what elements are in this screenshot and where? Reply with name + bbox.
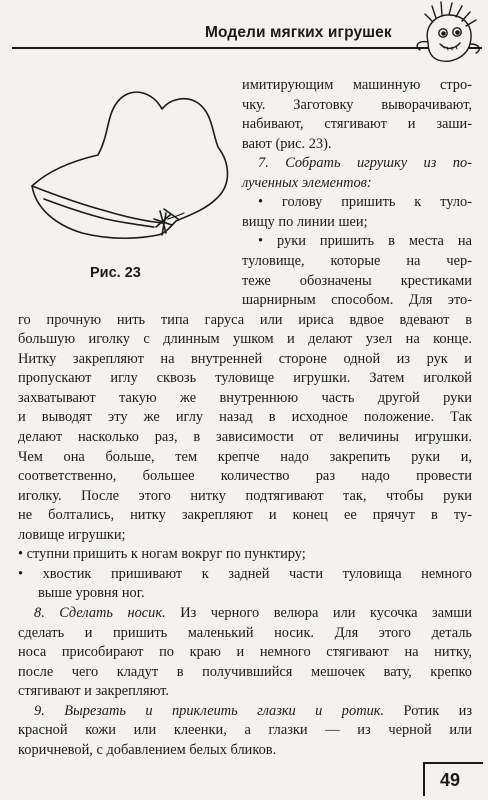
text-line: теже обозначены крестиками — [242, 272, 472, 289]
bullet-item: • ступни пришить к ногам вокруг по пунктиру; — [18, 546, 306, 563]
text-line: захватывают такую же внутреннюю часть другой руки — [18, 389, 472, 406]
bullet-item: • голову пришить к туло- — [258, 194, 472, 211]
text-line: Чем она больше, тем крепче надо закрепить руки и, — [18, 448, 472, 465]
section-heading-7: 7. Собрать игрушку из по- — [258, 155, 472, 172]
text-line: большую иголку с длинным ушком и делают узел на конце. — [18, 331, 472, 348]
text-line: после чего кладут в получившийся мешочек вату, крепко — [18, 663, 472, 680]
pattern-drawing — [20, 75, 242, 273]
text-line: коричневой, с добавлением белых бликов. — [18, 741, 277, 758]
running-header: Модели мягких игрушек — [205, 24, 392, 41]
section-9-first-line: 9. Вырезать и приклеить глазки и ротик. Ротик из — [34, 702, 472, 719]
text-line: не болтались, нитку закрепляют и конец ее прячут в ту- — [18, 507, 472, 524]
text-line: набивают, стягивают и заши- — [242, 116, 472, 133]
text-line: делают насколько раз, в зависимости от величины игрушки. — [18, 429, 472, 445]
text-line: го прочную нить типа гаруса или ириса вдвое вдевают в — [18, 311, 472, 328]
text-line: вищу по линии шеи; — [242, 213, 368, 230]
bullet-item: • руки пришить в места на — [258, 233, 472, 250]
section-heading: 8. Сделать носик. — [34, 604, 166, 621]
mascot-illustration — [406, 0, 486, 72]
text-line: носа присобирают по краю и немного стягивают на нитку, — [18, 644, 472, 660]
text-line: выше уровня ног. — [38, 585, 145, 602]
page-number: 49 — [440, 770, 461, 790]
text-line: стягивают и закрепляют. — [18, 683, 169, 700]
text-line: имитирующим машинную стро- — [242, 77, 472, 93]
text-line: красной кожи или клеенки, а глазки — из черной или — [18, 722, 472, 739]
text-line: соответственно, большее количество раз надо провести — [18, 468, 472, 485]
text-line: шарнирным способом. Для это- — [242, 292, 472, 309]
section-heading-7-cont: лученных элементов: — [242, 174, 372, 191]
text-line: туловище, которые на чер- — [242, 253, 472, 269]
section-8-first-line: 8. Сделать носик. Из черного велюра или кусочка замши — [34, 604, 472, 621]
text-line: сделать и пришить маленький носик. Для этого деталь — [18, 624, 472, 641]
text-line: Нитку закрепляют на внутренней стороне одной из рук и — [18, 350, 472, 367]
text-line: и выводят эту же иглу назад в исходное положение. Так — [18, 409, 472, 426]
footer-rule-vertical — [423, 762, 425, 796]
figure-caption: Рис. 23 — [90, 265, 141, 281]
text-line: иголку. После этого нитку подтягивают так, чтобы руки — [18, 487, 472, 504]
bullet-item: • хвостик пришивают к задней части туловища немного — [18, 565, 472, 582]
text-line: ловище игрушки; — [18, 526, 126, 543]
text-line: вают (рис. 23). — [242, 135, 332, 152]
text-line: чку. Заготовку выворачивают, — [242, 96, 472, 113]
footer-rule-horizontal — [423, 762, 483, 764]
section-heading: 9. Вырезать и приклеить глазки и ротик. — [34, 702, 385, 719]
text-line: пропускают иглу сквозь туловище игрушки. Затем иголкой — [18, 370, 472, 387]
